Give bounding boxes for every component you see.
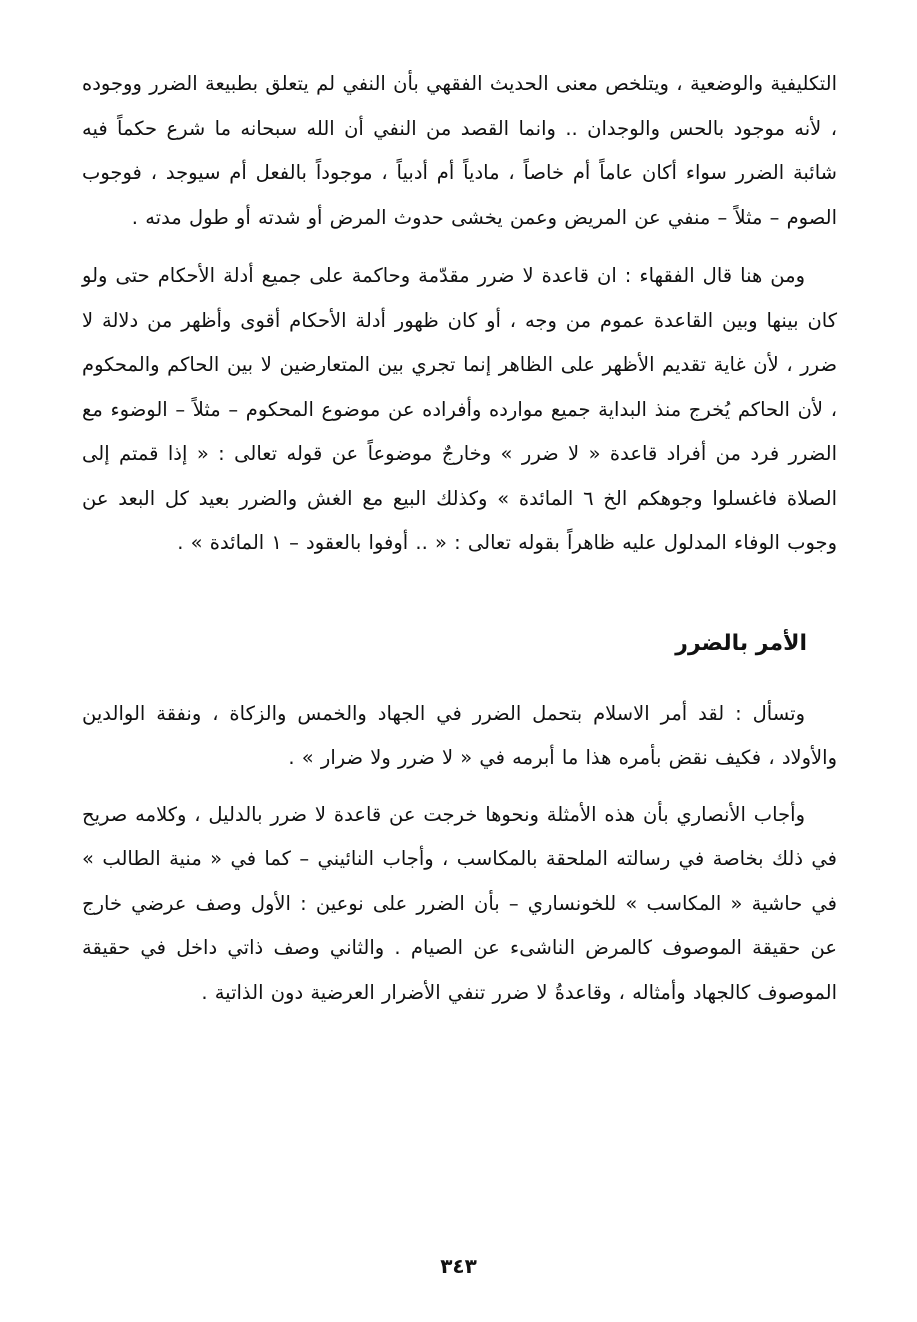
book-page: [82, 62, 837, 1302]
section-heading: الأمر بالضرر: [675, 630, 807, 656]
paragraph-1: التكليفية والوضعية ، ويتلخص معنى الحديث الفقهي بأن النفي لم يتعلق بطبيعة الضرر ووجوده ، لأنه موجود بالحس والوجدان .. وانما القصد من النفي أن الله سبحانه ما شرع حكماً فيه شائبة الضرر سواء أكان عاماً أم خاصاً ، مادياً أم أدبياً ، موجوداً بالفعل أم سيوجد ، فوجوب الصوم – مثلاً – منفي عن المريض وعمن يخشى حدوث المرض أو شدته أو طول مدته .: [82, 72, 837, 229]
paragraph-3: وتسأل : لقد أمر الاسلام بتحمل الضرر في الجهاد والخمس والزكاة ، ونفقة الوالدين والأولاد ، فكيف نقض بأمره هذا ما أبرمه في « لا ضرر ولا ضرار » .: [82, 701, 837, 769]
paragraph-4: وأجاب الأنصاري بأن هذه الأمثلة ونحوها خرجت عن قاعدة لا ضرر بالدليل ، وكلامه صريح في ذلك بخاصة في رسالته الملحقة بالمكاسب ، وأجاب النائيني – كما في « منية الطالب » في حاشية « المكاسب » للخونساري – بأن الضرر على نوعين : الأول وصف عرضي خارج عن حقيقة الموصوف كالمرض الناشىء عن الصيام . والثاني وصف ذاتي داخل في حقيقة الموصوف كالجهاد وأمثاله ، وقاعدةُ لا ضرر تنفي الأضرار العرضية دون الذاتية .: [82, 802, 837, 1004]
page-number: ٣٤٣: [440, 1254, 477, 1278]
paragraph-2: ومن هنا قال الفقهاء : ان قاعدة لا ضرر مقدّمة وحاكمة على جميع أدلة الأحكام حتى ولو كان بينها وبين القاعدة عموم من وجه ، أو كان ظهور أدلة الأحكام أقوى وأظهر من دلالة لا ضرر ، لأن غاية تقديم الأظهر على الظاهر إنما تجري بين المتعارضين لا بين الحاكم والمحكوم ، لأن الحاكم يُخرج منذ البداية جميع موارده وأفراده عن موضوع المحكوم – مثلاً – الوضوء مع الضرر فرد من أفراد قاعدة « لا ضرر » وخارجٌ موضوعاً عن قوله تعالى : « إذا قمتم إلى الصلاة فاغسلوا وجوهكم الخ ٦ المائدة » وكذلك البيع مع الغش والضرر بعيد كل البعد عن وجوب الوفاء المدلول عليه ظاهراً بقوله تعالى : « .. أوفوا بالعقود – ١ المائدة » .: [82, 264, 837, 554]
